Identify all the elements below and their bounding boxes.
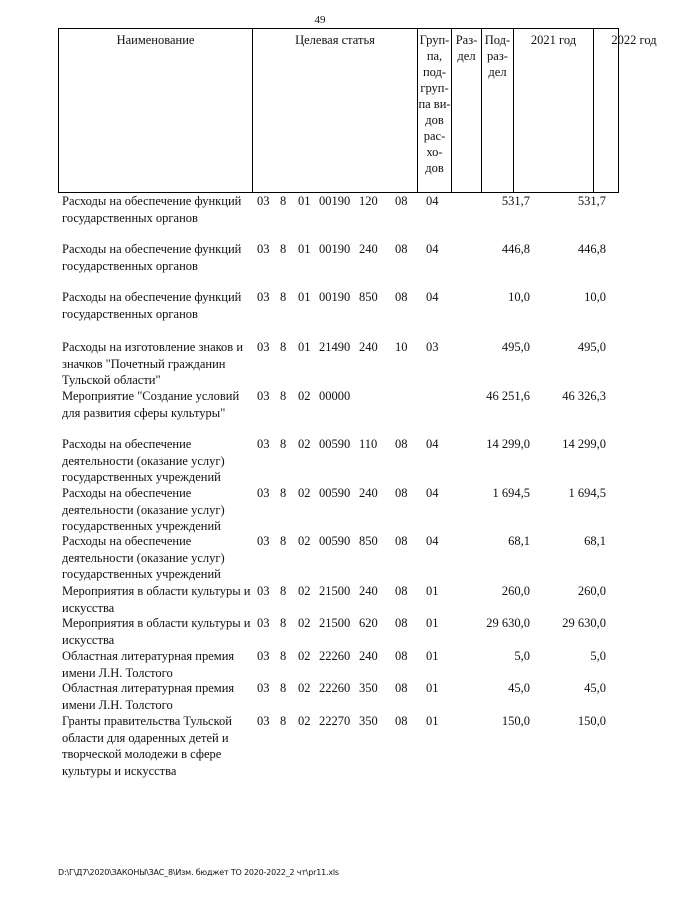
code-direction: 00190: [319, 290, 351, 304]
section-code: 08: [395, 649, 408, 663]
expense-group: 850: [359, 290, 378, 304]
code-measure: 02: [298, 649, 311, 663]
expense-group: 110: [359, 437, 378, 451]
row-name: Мероприятия в области культуры и искусства: [62, 616, 251, 647]
value-2021: 446,8: [501, 242, 530, 256]
code-measure: 02: [298, 616, 311, 630]
value-2022: 5,0: [590, 649, 606, 663]
code-measure: 02: [298, 584, 311, 598]
value-2022: 14 299,0: [562, 437, 606, 451]
code-subprogram: 8: [280, 616, 287, 630]
section-code: 08: [395, 290, 408, 304]
value-2021: 29 630,0: [486, 616, 530, 630]
file-path-footer: D:\Г\Д7\2020\ЗАКОНЫ\ЗАС_8\Изм. бюджет ТО 2020-2022_2 чт\pr11.xls: [58, 868, 339, 877]
code-measure: 02: [298, 534, 311, 548]
code-subprogram: 8: [280, 486, 287, 500]
row-name: Расходы на обеспечение деятельности (оказание услуг) государственных учреждений: [62, 534, 225, 581]
code-program: 03: [257, 616, 270, 630]
value-2022: 29 630,0: [562, 616, 606, 630]
expense-group: 240: [359, 242, 378, 256]
value-2021: 1 694,5: [492, 486, 530, 500]
code-direction: 00590: [319, 486, 351, 500]
subsection-code: 01: [426, 681, 439, 695]
header-name: Наименование: [59, 29, 253, 192]
code-measure: 02: [298, 714, 311, 728]
code-direction: 22260: [319, 649, 351, 663]
section-code: 08: [395, 616, 408, 630]
code-program: 03: [257, 389, 270, 403]
row-name: Расходы на обеспечение деятельности (оказание услуг) государственных учреждений: [62, 437, 225, 484]
code-subprogram: 8: [280, 714, 287, 728]
value-2022: 45,0: [584, 681, 606, 695]
section-code: 10: [395, 340, 408, 354]
subsection-code: 01: [426, 649, 439, 663]
code-direction: 00190: [319, 194, 351, 208]
row-name: Расходы на изготовление знаков и значков "Почетный гражданин Тульской области": [62, 340, 244, 387]
row-name: Областная литературная премия имени Л.Н. Толстого: [62, 649, 235, 680]
expense-group: 240: [359, 584, 378, 598]
value-2021: 68,1: [508, 534, 530, 548]
expense-group: 240: [359, 486, 378, 500]
value-2022: 1 694,5: [568, 486, 606, 500]
value-2021: 531,7: [501, 194, 530, 208]
value-2021: 150,0: [501, 714, 530, 728]
section-code: 08: [395, 194, 408, 208]
code-measure: 01: [298, 242, 311, 256]
code-direction: 00000: [319, 389, 351, 403]
expense-group: 850: [359, 534, 378, 548]
header-target-article: Целевая статья: [253, 29, 418, 192]
row-name: Областная литературная премия имени Л.Н. Толстого: [62, 681, 235, 712]
subsection-code: 04: [426, 486, 439, 500]
value-2022: 531,7: [577, 194, 606, 208]
value-2021: 14 299,0: [486, 437, 530, 451]
value-2022: 446,8: [577, 242, 606, 256]
code-subprogram: 8: [280, 194, 287, 208]
code-direction: 21500: [319, 616, 351, 630]
code-subprogram: 8: [280, 534, 287, 548]
code-direction: 00190: [319, 242, 351, 256]
subsection-code: 01: [426, 616, 439, 630]
header-expense-group: Груп- па, под- груп- па ви- дов рас- хо- дов: [418, 29, 452, 192]
row-name: Расходы на обеспечение функций государственных органов: [62, 290, 242, 321]
subsection-code: 04: [426, 437, 439, 451]
expense-group: 350: [359, 714, 378, 728]
code-program: 03: [257, 486, 270, 500]
row-name: Расходы на обеспечение функций государственных органов: [62, 194, 242, 225]
row-name: Мероприятие "Создание условий для развития сферы культуры": [62, 389, 240, 420]
expense-group: 240: [359, 649, 378, 663]
subsection-code: 04: [426, 534, 439, 548]
code-subprogram: 8: [280, 340, 287, 354]
code-measure: 01: [298, 340, 311, 354]
code-subprogram: 8: [280, 437, 287, 451]
code-subprogram: 8: [280, 290, 287, 304]
section-code: 08: [395, 534, 408, 548]
value-2022: 495,0: [577, 340, 606, 354]
expense-group: 350: [359, 681, 378, 695]
code-direction: 21490: [319, 340, 351, 354]
header-section: Раз- дел: [452, 29, 482, 192]
expense-group: 620: [359, 616, 378, 630]
code-measure: 02: [298, 486, 311, 500]
section-code: 08: [395, 584, 408, 598]
expense-group: 120: [359, 194, 378, 208]
header-subsection: Под- раз- дел: [482, 29, 514, 192]
code-subprogram: 8: [280, 681, 287, 695]
header-2021: 2021 год: [514, 29, 594, 192]
subsection-code: 04: [426, 242, 439, 256]
code-program: 03: [257, 681, 270, 695]
subsection-code: 03: [426, 340, 439, 354]
row-name: Расходы на обеспечение функций государственных органов: [62, 242, 242, 273]
code-measure: 02: [298, 437, 311, 451]
code-direction: 00590: [319, 437, 351, 451]
row-name: Гранты правительства Тульской области для одаренных детей и творческой молодежи в сфере культуры и искусства: [62, 714, 232, 778]
code-direction: 21500: [319, 584, 351, 598]
code-measure: 02: [298, 389, 311, 403]
expense-group: 240: [359, 340, 378, 354]
section-code: 08: [395, 714, 408, 728]
row-name: Расходы на обеспечение деятельности (оказание услуг) государственных учреждений: [62, 486, 225, 533]
code-program: 03: [257, 534, 270, 548]
code-subprogram: 8: [280, 389, 287, 403]
code-program: 03: [257, 584, 270, 598]
table-header: [58, 28, 657, 193]
subsection-code: 01: [426, 714, 439, 728]
value-2021: 10,0: [508, 290, 530, 304]
code-measure: 01: [298, 194, 311, 208]
code-program: 03: [257, 242, 270, 256]
code-direction: 22260: [319, 681, 351, 695]
value-2022: 150,0: [577, 714, 606, 728]
value-2022: 68,1: [584, 534, 606, 548]
value-2021: 495,0: [501, 340, 530, 354]
section-code: 08: [395, 437, 408, 451]
code-direction: 00590: [319, 534, 351, 548]
value-2021: 5,0: [514, 649, 530, 663]
page-number: 49: [314, 14, 326, 26]
code-measure: 01: [298, 290, 311, 304]
value-2021: 45,0: [508, 681, 530, 695]
subsection-code: 04: [426, 290, 439, 304]
subsection-code: 01: [426, 584, 439, 598]
code-subprogram: 8: [280, 242, 287, 256]
header-2022: 2022 год: [611, 33, 657, 47]
section-code: 08: [395, 681, 408, 695]
code-program: 03: [257, 437, 270, 451]
code-program: 03: [257, 649, 270, 663]
value-2022: 46 326,3: [562, 389, 606, 403]
row-name: Мероприятия в области культуры и искусства: [62, 584, 251, 615]
code-measure: 02: [298, 681, 311, 695]
code-program: 03: [257, 290, 270, 304]
code-program: 03: [257, 340, 270, 354]
section-code: 08: [395, 242, 408, 256]
subsection-code: 04: [426, 194, 439, 208]
value-2022: 260,0: [577, 584, 606, 598]
value-2021: 46 251,6: [486, 389, 530, 403]
code-subprogram: 8: [280, 649, 287, 663]
code-direction: 22270: [319, 714, 351, 728]
code-program: 03: [257, 194, 270, 208]
code-subprogram: 8: [280, 584, 287, 598]
section-code: 08: [395, 486, 408, 500]
value-2021: 260,0: [501, 584, 530, 598]
code-program: 03: [257, 714, 270, 728]
value-2022: 10,0: [584, 290, 606, 304]
